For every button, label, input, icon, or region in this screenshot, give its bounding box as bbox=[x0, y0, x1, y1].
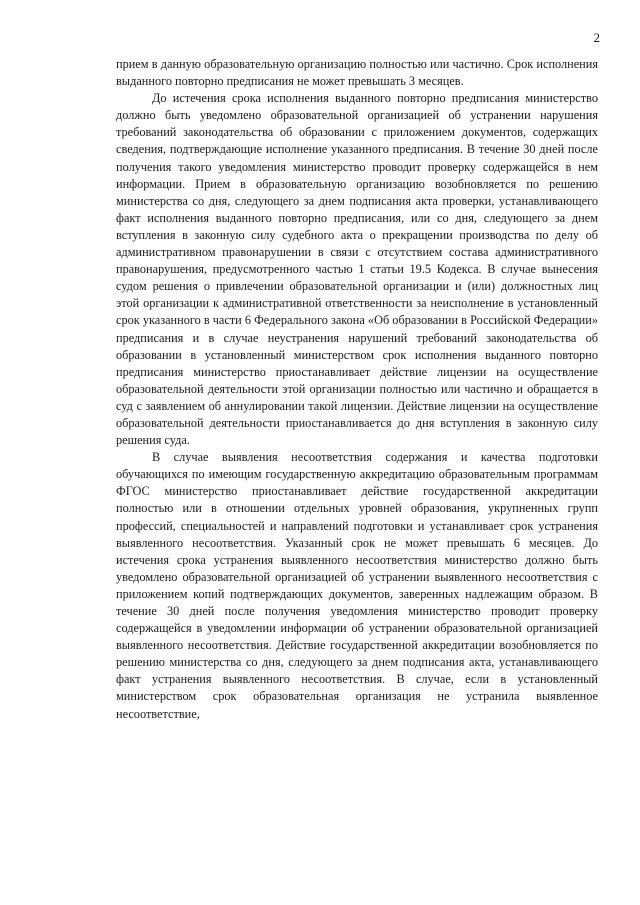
paragraph-accreditation-suspension: В случае выявления несоответствия содержания и качества подготовки обучающихся по имеющим государственную аккредитацию образовательным программам ФГОС министерство приостанавливает действие государственной аккредитации полностью или в отношении отдельных уровней образования, укрупненных групп профессий, специальностей и направлений подготовки и устанавливает срок устранения выявленного несоответствия. Указанный срок не может превышать 6 месяцев. До истечения срока устранения выявленного несоответствия министерство должно быть уведомлено образовательной организацией об устранении выявленного несоответствия с приложением копий подтверждающих документов, заверенных надлежащим образом. В течение 30 дней после получения уведомления министерство проводит проверку содержащейся в уведомлении информации об устранении образовательной организацией выявленного несоответствия. Действие государственной аккредитации возобновляется по решению министерства со дня, следующего за днем подписания акта, устанавливающего факт устранения выявленного несоответствия. В случае, если в установленный министерством срок образовательная организация не устранила выявленное несоответствие, bbox=[116, 450, 598, 721]
page-number: 2 bbox=[593, 30, 600, 45]
document-body bbox=[116, 56, 598, 723]
paragraph-continuation: прием в данную образовательную организацию полностью или частично. Срок исполнения выданного повторно предписания не может превышать 3 месяцев. bbox=[116, 57, 598, 89]
paragraph-notification-prescription: До истечения срока исполнения выданного повторно предписания министерство должно быть уведомлено образовательной организацией об устранении нарушения требований законодательства об образовании с приложением документов, содержащих сведения, подтверждающие исполнение указанного предписания. В течение 30 дней после получения такого уведомления министерство проводит проверку содержащейся в нем информации. Прием в образовательную организацию возобновляется по решению министерства со дня, следующего за днем подписания акта проверки, устанавливающего факт исполнения выданного повторно предписания, или со дня, следующего за днем вступления в законную силу судебного акта о прекращении производства по делу об административном правонарушении в связи с отсутствием состава административного правонарушения, предусмотренного частью 1 статьи 19.5 Кодекса. В случае вынесения судом решения о привлечении образовательной организации и (или) должностных лиц этой организации к административной ответственности за неисполнение в установленный срок указанного в части 6 Федерального закона «Об образовании в Российской Федерации» предписания и в случае неустранения нарушений требований законодательства об образовании в установленный министерством срок исполнения выданного повторно предписания министерство приостанавливает действие лицензии на осуществление образовательной деятельности этой организации полностью или частично и обращается в суд с заявлением об аннулировании такой лицензии. Действие лицензии на осуществление образовательной деятельности приостанавливается до дня вступления в законную силу решения суда. bbox=[116, 91, 598, 448]
